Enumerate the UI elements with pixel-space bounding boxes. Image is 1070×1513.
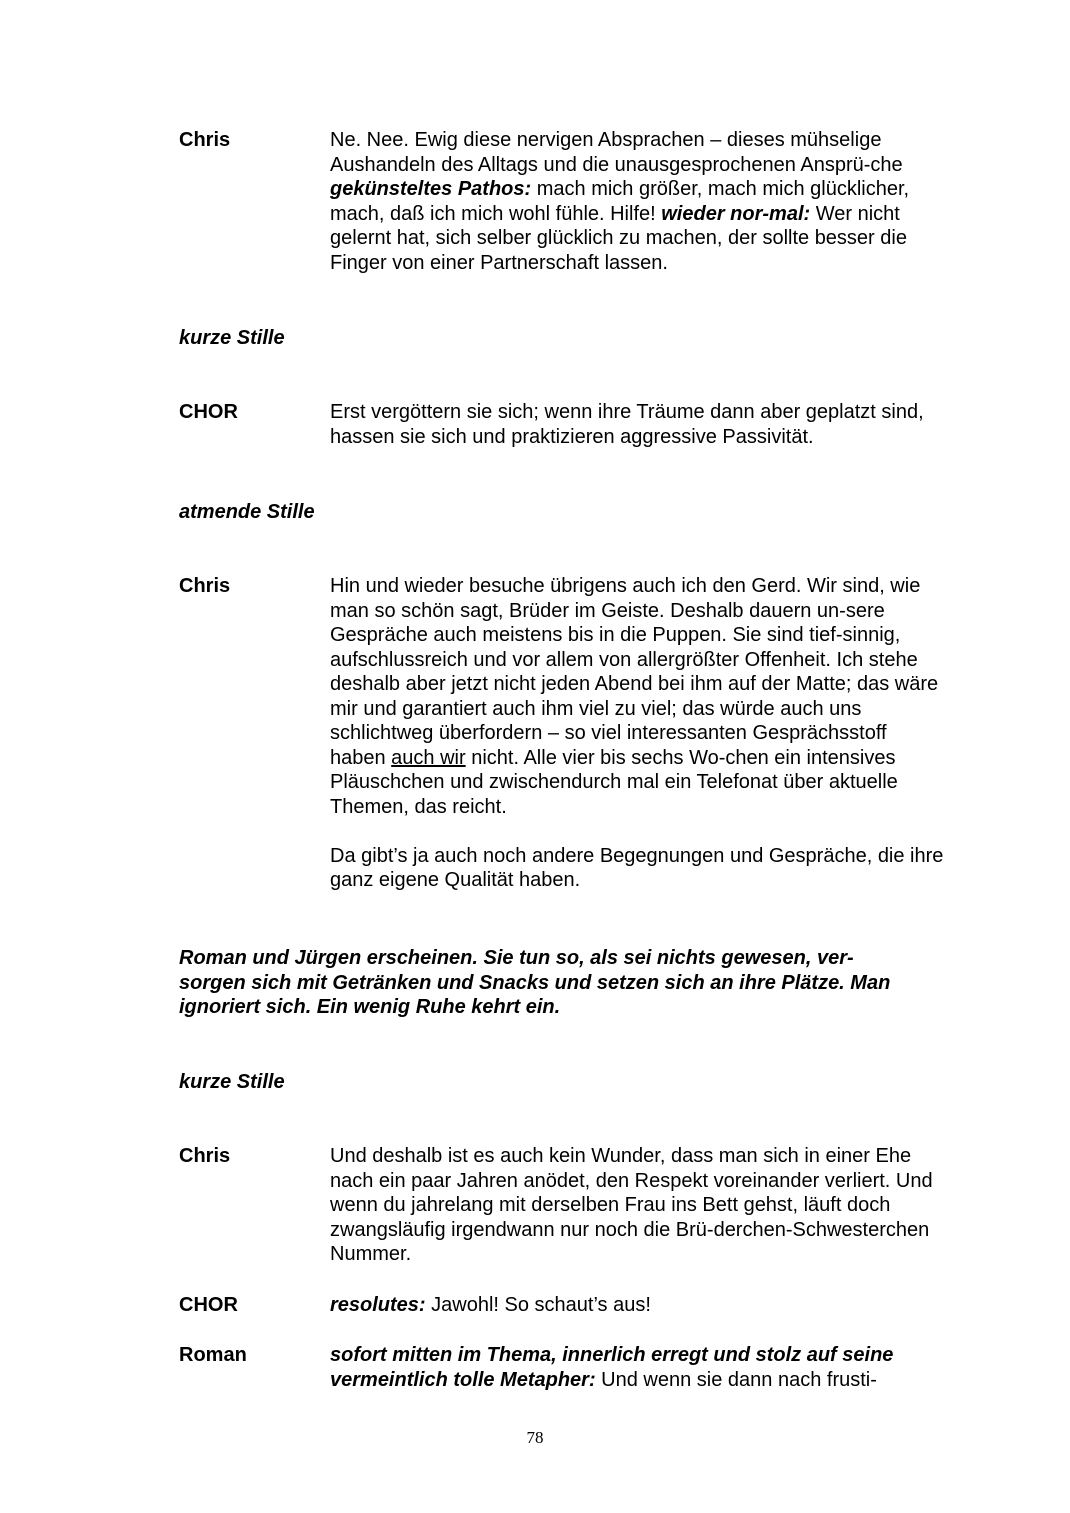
speech-text <box>330 1343 945 1392</box>
stage-direction: kurze Stille <box>179 1071 285 1093</box>
speech-segment: Und deshalb ist es auch kein Wunder, dass man sich in einer Ehe nach ein paar Jahren anödet, den Respekt voreinander verliert. Und wenn du jahrelang mit derselben Frau ins Bett gehst, läuft doch zwangsläufig irgendwann nur noch die Brü-derchen-Schwesterchen Nummer. <box>330 1145 933 1265</box>
speech-segment: nicht. Alle vier bis sechs Wo-chen ein intensives Pläuschchen und zwischendurch mal ein Telefonat über aktuelle Themen, das reicht. <box>330 746 898 818</box>
speaker-name: Chris <box>179 575 231 597</box>
speech-segment: Hin und wieder besuche übrigens auch ich den Gerd. Wir sind, wie man so schön sagt, Brüder im Geiste. Deshalb dauern un-sere Gespräche auch meistens bis in die Puppen. Sie sind tief-sinnig, aufschlussreich und vor allem von allergrößter Offenheit. Ich stehe deshalb aber jetzt nicht jeden Abend bei ihm auf der Matte; das wäre mir und garantiert auch ihm viel zu viel; das würde auch uns schlichtweg überfordern – so viel interessanten Gesprächsstoff haben <box>330 575 939 769</box>
stage-direction-inline: resolutes: <box>330 1294 426 1316</box>
speech-text <box>330 574 945 893</box>
speech-text <box>330 400 945 449</box>
speech-paragraph: Da gibt’s ja auch noch andere Begegnungen und Gespräche, die ihre ganz eigene Qualität haben. <box>330 844 944 891</box>
speech-segment: Ne. Nee. Ewig diese nervigen Absprachen – dieses mühselige Aushandeln des Alltags und die unausgesprochenen Ansprü-che <box>330 129 903 176</box>
speech-segment: mach mich größer, mach mich glücklicher, mach, daß ich mich wohl fühle. Hilfe! <box>330 178 910 225</box>
stage-direction-inline: sofort mitten im Thema, innerlich erregt und stolz auf seine vermeintlich tolle Metapher: <box>330 1344 894 1391</box>
page-number: 78 <box>526 1428 544 1447</box>
stage-direction: kurze Stille <box>179 327 285 349</box>
speech-text <box>330 1144 945 1267</box>
speech-text <box>330 128 945 275</box>
speaker-name: Chris <box>179 129 231 151</box>
speaker-name: CHOR <box>179 1294 238 1316</box>
speaker-name: Chris <box>179 1145 231 1167</box>
speech-segment: Erst vergöttern sie sich; wenn ihre Träume dann aber geplatzt sind, hassen sie sich und praktizieren aggressive Passivität. <box>330 401 924 448</box>
stage-direction: Roman und Jürgen erscheinen. Sie tun so, als sei nichts gewesen, ver-sorgen sich mit Getränken und Snacks und setzen sich an ihre Plätze. Man ignoriert sich. Ein wenig Ruhe kehrt ein. <box>179 947 891 1018</box>
stage-direction-inline: gekünsteltes Pathos: <box>330 178 532 200</box>
speech-segment: Jawohl! So schaut’s aus! <box>425 1294 651 1316</box>
speaker-name: CHOR <box>179 401 238 423</box>
underlined-text: auch wir <box>391 746 466 769</box>
stage-direction-inline: wieder nor-mal: <box>661 202 811 225</box>
speech-text <box>330 1293 945 1318</box>
speech-segment: Wer nicht gelernt hat, sich selber glücklich zu machen, der sollte besser die Finger von einer Partnerschaft lassen. <box>330 202 907 274</box>
stage-direction: atmende Stille <box>179 501 315 523</box>
speech-segment: Und wenn sie dann nach frusti- <box>595 1368 877 1391</box>
speaker-name: Roman <box>179 1344 247 1366</box>
